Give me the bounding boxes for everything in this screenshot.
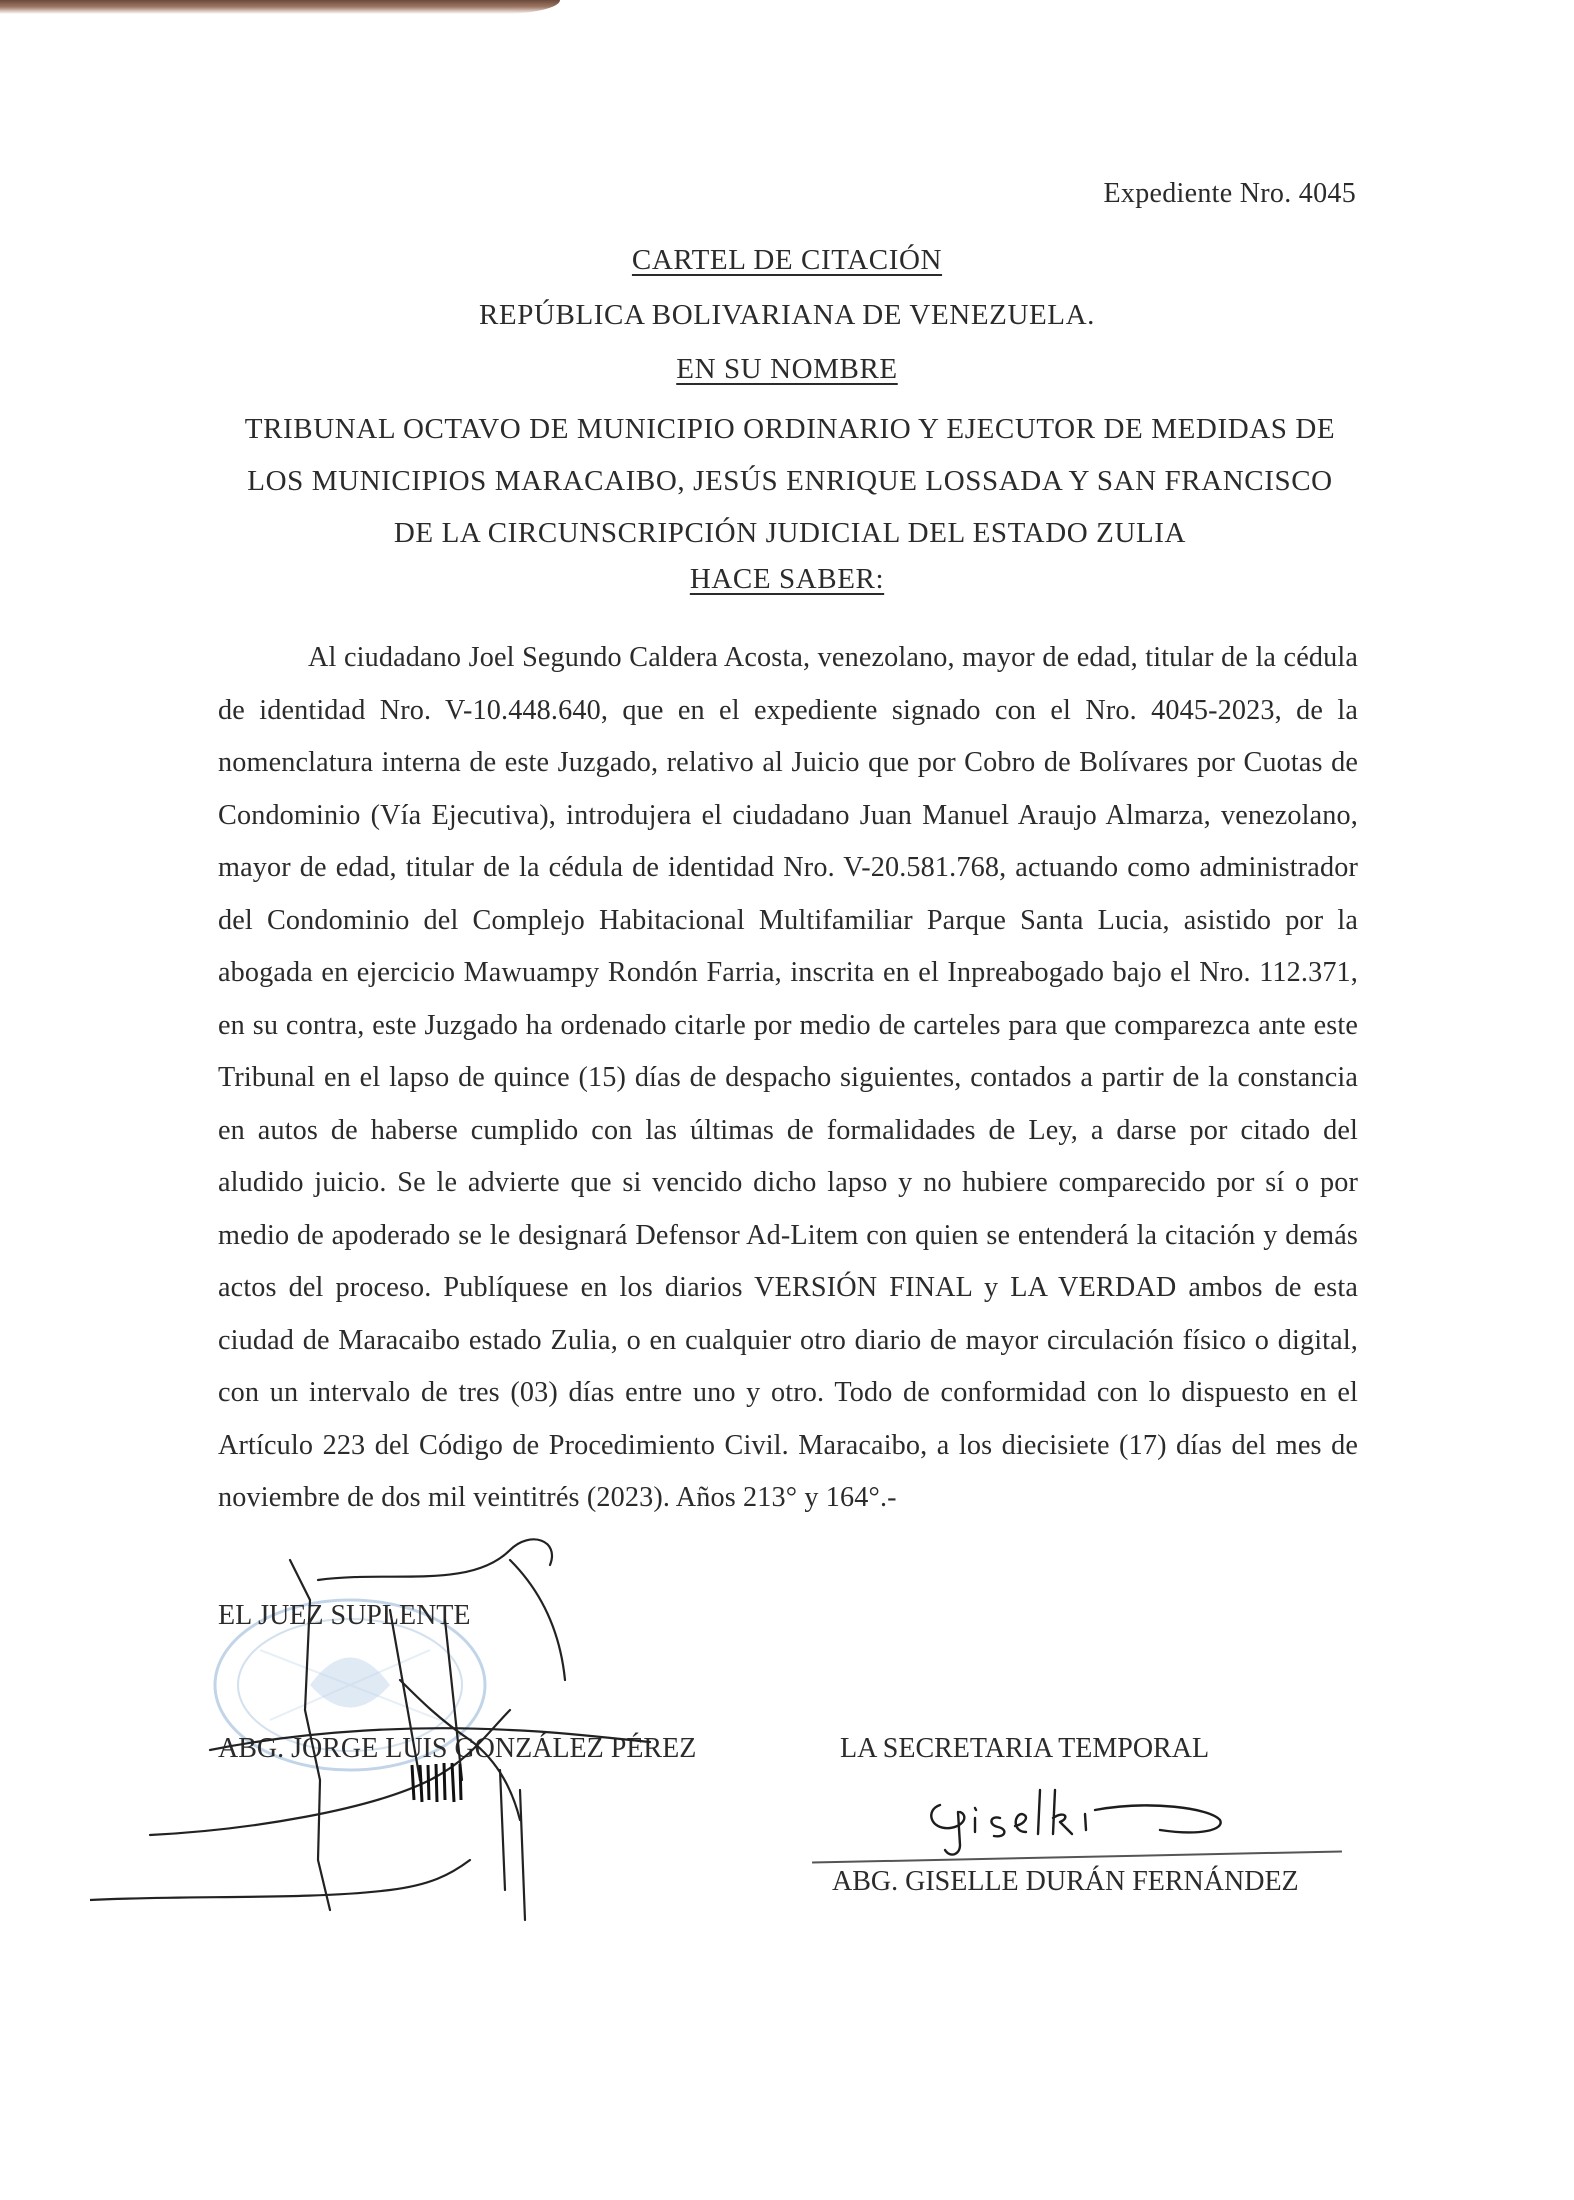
title-en-su-nombre — [0, 355, 1574, 384]
secretaria-signature — [920, 1770, 1240, 1860]
juez-name: ABG. JORGE LUIS GONZÁLEZ PÉREZ — [218, 1733, 697, 1764]
juez-label: EL JUEZ SUPLENTE — [218, 1600, 471, 1631]
expediente-number: Expediente Nro. 4045 — [1103, 178, 1356, 209]
title-hace-saber-text: HACE SABER: — [689, 563, 885, 595]
title-tribunal: TRIBUNAL OCTAVO DE MUNICIPIO ORDINARIO Y EJECUTOR DE MEDIDAS DE LOS MUNICIPIOS MARACAIBO, JESÚS ENRIQUE LOSSADA Y SAN FRANCISCO DE LA CIRCUNSCRIPCIÓN JUDICIAL DEL ESTADO ZULIA — [244, 413, 1336, 549]
secretaria-label: LA SECRETARIA TEMPORAL — [840, 1733, 1210, 1764]
title-hace-saber — [0, 565, 1574, 594]
juez-signature — [90, 1480, 810, 1950]
title-cartel — [0, 246, 1574, 275]
title-republica: REPÚBLICA BOLIVARIANA DE VENEZUELA. — [478, 299, 1096, 331]
secretaria-name: ABG. GISELLE DURÁN FERNÁNDEZ — [832, 1866, 1299, 1897]
citation-paragraph: Al ciudadano Joel Segundo Caldera Acosta, venezolano, mayor de edad, titular de la cédula de identidad Nro. V-10.448.640, que en el expediente signado con el Nro. 4045-2023, de la nomenclatura interna de este Juzgado, relativo al Juicio que por Cobro de Bolívares por Cuotas de Condominio (Vía Ejecutiva), introdujera el ciudadano Juan Manuel Araujo Almarza, venezolano, mayor de edad, titular de la cédula de identidad Nro. V-20.581.768, actuando como administrador del Condominio del Complejo Habitacional Multifamiliar Parque Santa Lucia, asistido por la abogada en ejercicio Mawuampy Rondón Farria, inscrita en el Inpreabogado bajo el Nro. 112.371, en su contra, este Juzgado ha ordenado citarle por medio de carteles para que comparezca ante este Tribunal en el lapso de quince (15) días de despacho siguientes, contados a partir de la constancia en autos de haberse cumplido con las últimas de formalidades de Ley, a darse por citado del aludido juicio. Se le advierte que si vencido dicho lapso y no hubiere comparecido por sí o por medio de apoderado se le designará Defensor Ad-Litem con quien se entenderá la citación y demás actos del proceso. Publíquese en los diarios VERSIÓN FINAL y LA VERDAD ambos de esta ciudad de Maracaibo estado Zulia, o en cualquier otro diario de mayor circulación físico o digital, con un intervalo de tres (03) días entre uno y otro. Todo de conformidad con lo dispuesto en el Artículo 223 del Código de Procedimiento Civil. Maracaibo, a los diecisiete (17) días del mes de noviembre de dos mil veintitrés (2023). Años 213° y 164°.- — [218, 642, 1358, 1513]
title-en-su-nombre-text: EN SU NOMBRE — [676, 353, 898, 385]
title-cartel-text: CARTEL DE CITACIÓN — [631, 244, 943, 276]
